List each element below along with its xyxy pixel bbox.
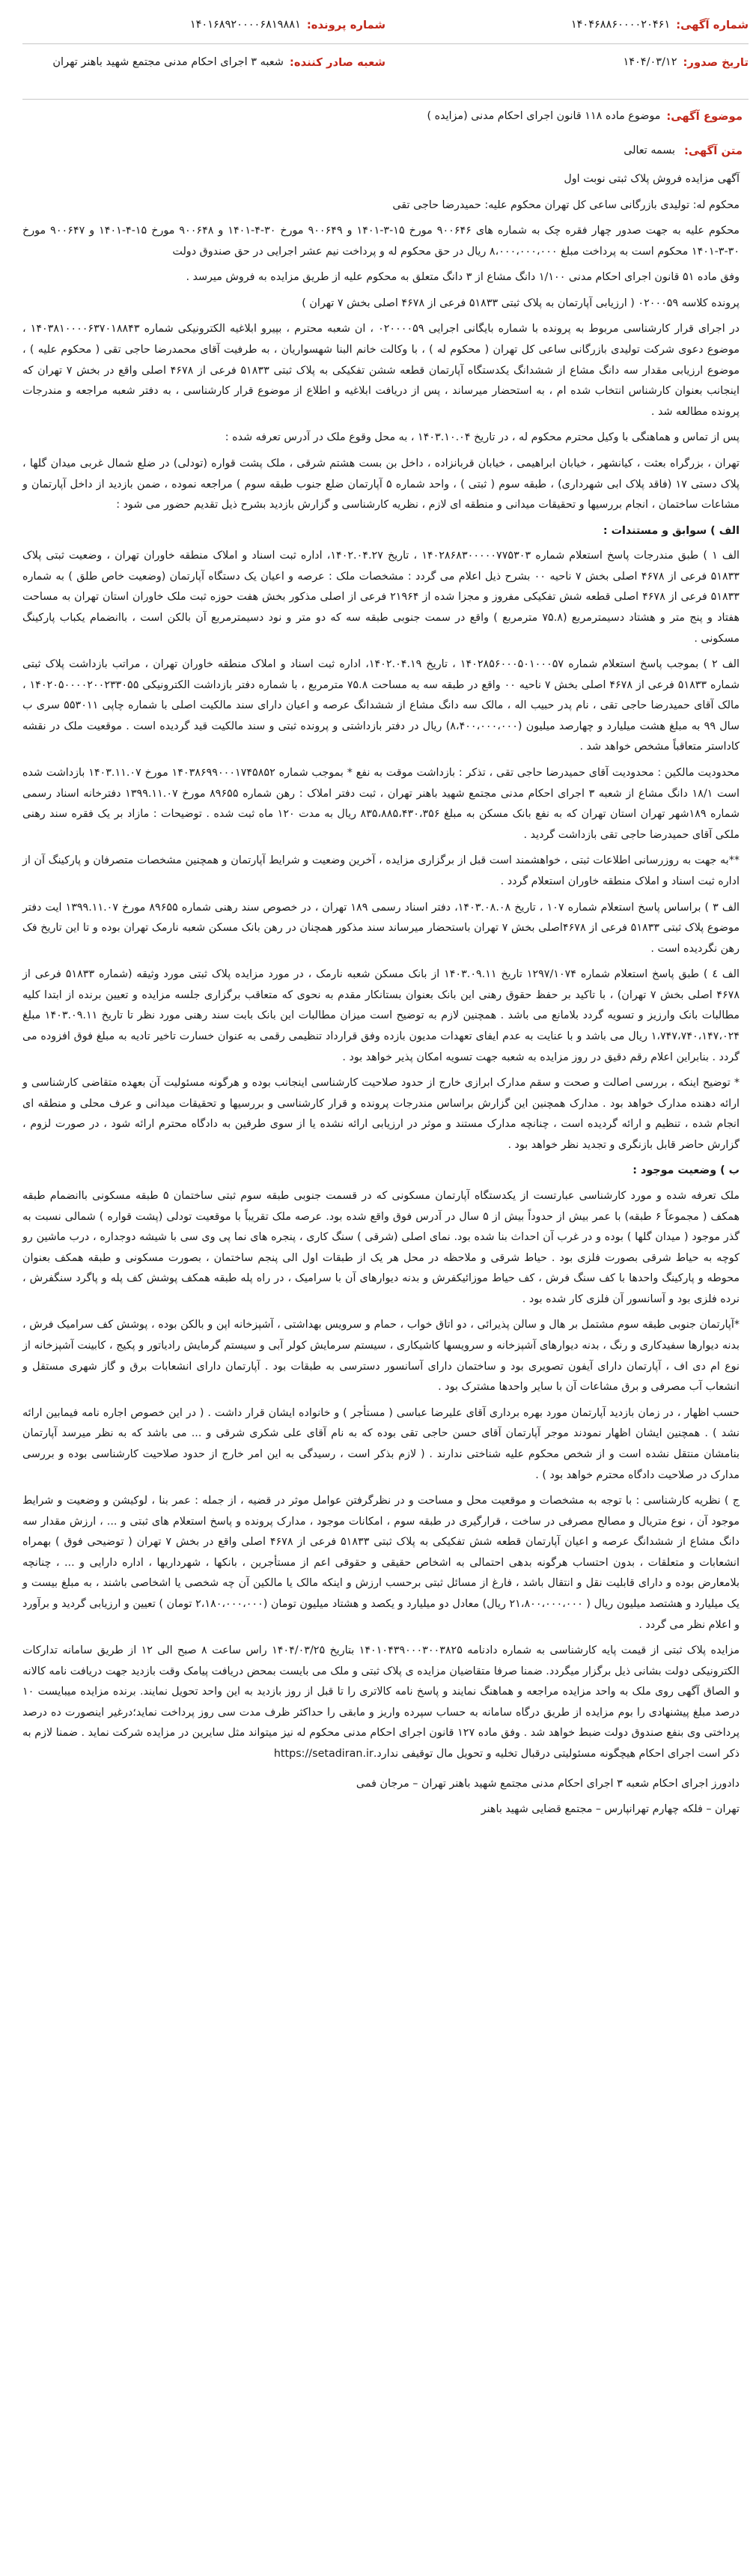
visit-paragraph: پس از تماس و هماهنگی با وکیل محترم محکوم له ، در تاریخ ۱۴۰۳.۱۰.۰۴ ، به محل وقوع ملک در آدرس تعرفه شده : — [225, 431, 740, 444]
issue-date-label: تاریخ صدور: — [683, 56, 749, 69]
issue-date: ۱۴۰۴/۰۳/۱۲ — [623, 56, 677, 69]
owner-restrictions-paragraph: محدودیت مالکین : محدودیت آقای حمیدرضا حاجی تقی ، تذکر : بازداشت موقت به نفع * بموجب شماره ۱۴۰۳۸۶۹۹۰۰۰۱۷۴۵۸۵۲ مورخ ۱۴۰۳.۱۱.۰۷ بازداشت شده است ۱۸/۱ دانگ مشاع از شعبه ۳ اجرای احکام مدنی مجتمع شهید باهنر تهران ، ثبت دفتر املاک : رهن شماره ۸۹۶۵۵ مورخ ۱۳۹۹.۱۱.۰۷ دفترخانه اسناد رسمی شماره ۱۸۹شهر تهران استان تهران که به نفع بانک مسکن به مبلغ ۸۳۵،۸۸۵،۴۳۰،۳۵۶ ریال به مدت ۱۲۰ ماه ثبت شده . توضیحات : مازاد بر یک فقره سند رهنی ملکی آقای حمیدرضا حاجی تقی بازداشت گردید . — [22, 767, 740, 841]
ad-header — [22, 10, 749, 85]
expert-opinion-paragraph: ج ) نظریه کارشناسی : با توجه به مشخصات و موقعیت محل و مساحت و در نظرگرفتن عوامل موثر در قضیه ، از جمله : عمر بنا ، لوکیشن و وضعیت و شرایط موجود آن ، نوع متریال و مصالح مصرفی در ساخت ، قرارگیری در طبقه سوم ، امکانات موجود ، مدارک پرونده و پاسخ استعلام های ثبتی و ... ، ارزش مقدار سه دانگ مشاع از ششدانگ عرصه و اعیان آپارتمان قطعه شش تفکیکی به پلاک ثبتی ۵۱۸۳۳ فرعی از ۴۶۷۸ اصلی واقع در بخش ۷ تهران ( توضیحی فوق ) بهمراه انشعابات و متعلقات ، بدون احتساب هرگونه بدهی احتمالی به اشخاص حقیقی و حقوقی اعم از مستأجرین ، بانکها ، شهرداریها ، اداره دارایی و ... ، چنانچه بلامعارض بوده و دارای قابلیت نقل و انتقال باشد ، فارغ از مسائل ثبتی برحسب ارزش و اینکه مالک یا مالکین آن چه شخصی یا اشخاصی باشند ، به مبلغ بیست و یک میلیارد و هشتصد میلیون ریال ( ۲۱،۸۰۰،۰۰۰،۰۰۰ ریال) معادل دو میلیارد و یکصد و هشتاد میلیون تومان (۲،۱۸۰،۰۰۰،۰۰۰ تومان ) تعیین و ارزیابی گردید و برآورد و اعلام نظر می گردد . — [22, 1495, 740, 1631]
section-a4-paragraph: الف ٤ ) طبق پاسخ استعلام شماره ۱۲۹۷/۱۰۷۴ تاریخ ۱۴۰۳.۰۹.۱۱ از بانک مسکن شعبه نارمک ، در مورد مزایده پلاک ثبتی مورد وثیقه (شماره ۵۱۸۳۳ فرعی از ۴۶۷۸ اصلی بخش ۷ تهران) ، با تاکید بر حفظ حقوق رهنی این بانک بعنوان بستانکار مقدم به نحوی که متعاقب برگزاری جلسه مزایده و تعیین برنده از ابتدا کلیه مطالبات بانک وارزیز و تسویه گردد بلامانع می باشد . همچنین لازم به توضیح است میزان مطالبات این بانک بابت سند رهنی مورد نظر تا تاریخ ۱۴۰۳.۰۹.۱۱ مبلغ ۱،۷۴۷،۷۴۰،۱۴۷،۰۲۴ ریال می باشد و با عنایت به عدم ایفای تعهدات مدیون بازده وفق قرارداد تنظیمی رقمی به عنوان خسارت تاخیر تادیه به مبلغ فوق افزوده می گردد . بنابراین اعلام رقم دقیق در روز مزایده به شعبه جهت تسویه امکان پذیر خواهد بود . — [22, 968, 740, 1063]
case-file-line: پرونده کلاسه ۰۲۰۰۰۵۹ ( ارزیابی آپارتمان به پلاک ثبتی ۵۱۸۳۳ فرعی از ۴۶۷۸ اصلی بخش ۷ تهران ) — [302, 297, 740, 309]
registry-update-note: **به جهت به روزرسانی اطلاعات ثبتی ، خواهشمند است قبل از برگزاری مزایده ، آخرین وضعیت و شرایط آپارتمان و همچنین مشخصات متصرفان و پارکینگ آن از اداره ثبت اسناد و املاک منطقه خاوران استعلام گردد . — [22, 854, 740, 887]
ad-title: آگهی مزایده فروش پلاک ثبتی نوبت اول — [564, 173, 740, 185]
address-paragraph: تهران ، بزرگراه بعثت ، کیانشهر ، خیابان ابراهیمی ، خیابان قربانزاده ، داخل بن بست هشتم شرقی ، ملک پشت قواره (تودلی) در ضلع شمال غربی میدان گلها ، پلاک دستی ۱۷ (فاقد پلاک ابی شهرداری) ، طبقه سوم ( ثبتی ) ، واحد شماره ۵ آپارتمان ضلع جنوب طبقه سوم ) مراجعه نموده ، ضمن بازدید از داخل آپارتمان و مشاعات ساختمان ، انجام بررسیها و تحقیقات میدانی و منطقه ای لازم ، نظریه کارشناسی و گزارش بازدید بشرح ذیل تقدیم حضور می شود : — [22, 457, 740, 511]
body-label: متن آگهی: — [683, 145, 743, 157]
file-number-label: شماره پرونده: — [306, 19, 385, 31]
section-a-heading: الف ) سوابق و مستندات : — [603, 524, 740, 537]
file-number: ۱۴۰۱۶۸۹۲۰۰۰۰۶۸۱۹۸۸۱ — [189, 19, 301, 31]
ad-number: ۱۴۰۴۶۸۸۶۰۰۰۰۲۰۴۶۱ — [570, 19, 671, 31]
issuing-branch-label: شعبه صادر کننده: — [289, 56, 385, 69]
section-b-heading: ب ) وضعیت موجود : — [632, 1164, 740, 1177]
officer-signature-line: دادورز اجرای احکام شعبه ۳ اجرای احکام مدنی مجتمع شهید باهنر تهران – مرجان فمی — [356, 1777, 740, 1790]
occupancy-paragraph: حسب اظهار ، در زمان بازدید آپارتمان مورد بهره برداری آقای علیرضا عباسی ( مستأجر ) و خانواده ایشان قرار داشت . ( در این خصوص اجاره نامه فیمابین ارائه نشد ) . همچنین ایشان اظهار نمودند موجر آپارتمان آقای حسن حاجی تقی بوده که به نام آقای علی شکری شرقی و ... می باشد که به نظر میرسد آپارتمان بنامشان منتقل نشده است و از شخص محکوم علیه شناختی ندارند . ( لازم بذکر است ، رسیدگی به این امر خارج از حدود صلاحیت کارشناسی بوده و بررسی مدارک در صلاحیت دادگاه محترم خواهد بود ) . — [22, 1406, 740, 1481]
section-a3-paragraph: الف ۳ ) براساس پاسخ استعلام شماره ۱۰۷ ، تاریخ ۱۴۰۳.۰۸.۰۸، دفتر اسناد رسمی ۱۸۹ تهران ، در خصوص سند رهنی شماره ۸۹۶۵۵ مورخ ۱۳۹۹.۱۱.۰۷ ایت دفتر موضوع پلاک ثبتی ۵۱۸۳۳ فرعی از ۴۶۷۸اصلی بخش ۷ تهران باستحضار میرساند سند مذکور همچنان در رهن بانک مسکن شعبه نارمک تهران بوده و تا این تاریخ فک رهن نگردیده است . — [22, 901, 740, 955]
subject-label: موضوع آگهی: — [666, 110, 743, 123]
section-a1-paragraph: الف ۱ ) طبق مندرجات پاسخ استعلام شماره ۱۴۰۲۸۶۸۳۰۰۰۰۰۷۷۵۳۰۳ ، تاریخ ۱۴۰۲.۰۴.۲۷، اداره ثبت اسناد و املاک منطقه خاوران تهران ، وضعیت ثبتی پلاک ۵۱۸۳۳ فرعی از ۴۶۷۸ اصلی بخش ۷ ناحیه ۰۰ بشرح ذیل اعلام می گردد : مشخصات ملک : عرصه و اعیان یک دستگاه آپارتمان (وضعیت خاص طلق ) به شماره ۵۱۸۳۳ فرعی از ۴۶۷۸ اصلی قطعه شش تفکیکی مفروز و مجزا شده از ۲۱۹۶۴ فرعی از اصلی مذکور بخش هفت حوزه ثبت ملک خاوران استان تهران به مساحت هفتاد و پنج متر و هشتاد دسیمترمربع (۷۵.۸ مترمربع ) واقع در سمت جنوبی طبقه سه که دو متر و نود دسیمترمربع آن بالکن است ، باانضمام یکباب پارکینگ مسکونی . — [22, 550, 740, 645]
subject-value: موضوع ماده ۱۱۸ قانون اجرای احکام مدنی (مزایده ) — [427, 110, 661, 123]
section-a2-paragraph: الف ۲ ) بموجب پاسخ استعلام شماره ۱۴۰۲۸۵۶۰۰۰۵۰۱۰۰۰۵۷ ، تاریخ ۱۴۰۲.۰۴.۱۹، اداره ثبت اسناد و املاک منطقه خاوران تهران ، مراتب بازداشت پلاک ثبتی شماره ۵۱۸۳۳ فرعی از ۴۶۷۸ اصلی بخش ۷ ناحیه ۰۰ واقع در طبقه سه به مساحت ۷۵.۸ مترمربع ، با شماره دفتر بازداشت الکترونیکی ۱۴۰۲۰۵۰۰۰۰۲۰۰۲۳۳۰۵۵ ، مالک آقای حمیدرضا حاجی تقی ، نام پدر حبیب اله ، مالک سه دانگ مشاع از ششدانگ عرصه و اعیان دارای سند مالکیت اصلی با شماره چاپی ۵۵۳۰۱۱ سری ب سال ۹۹ به مبلغ هشت میلیارد و چهارصد میلیون (۸،۴۰۰،۰۰۰،۰۰۰) ریال در دفتر بازداشتی و پرونده ثبتی و سند مالکیت قید گردیده است . موقعیت ملک در نقشه کاداستر متعاقباً مشخص خواهد شد . — [22, 658, 740, 753]
ad-number-label: شماره آگهی: — [676, 19, 749, 31]
expert-assignment-paragraph: در اجرای قرار کارشناسی مربوط به پرونده با شماره بایگانی اجرایی ۰۲۰۰۰۰۵۹ ، ان شعبه محترم ، بپیرو ابلاغیه الکترونیکی شماره ۱۴۰۳۸۱۰۰۰۰۶۳۷۰۱۸۸۴۳ ، موضوع دعوی شرکت تولیدی بازرگانی ساعی کل تهران ( محکوم له ) ، با وکالت خانم البنا شهسواریان ، به طرفیت آقای محمدرضا حاجی تقی ( محکوم علیه ) ، موضوع ارزیابی مقدار سه دانگ مشاع از ششدانگ یکدستگاه آپارتمان قطعه ششن تفکیکی به پلاک ثبتی ۵۱۸۳۳ فرعی از ۴۶۷۸ اصلی واقع در بخش ۷ تهران که اینجانب بعنوان کارشناس انتخاب شده ام ، به استحضار میرساند ، پس از دریافت ابلاغیه و اطلاع از موضوع قرار کارشناسی ، به دفتر شعبه مراجعه و مندرجات پرونده مطالعه شد . — [22, 323, 740, 418]
bismillah-line: بسمه تعالی — [624, 145, 675, 157]
auction-terms-paragraph: مزایده پلاک ثبتی از قیمت پایه کارشناسی به شماره دادنامه ۱۴۰۱۰۴۳۹۰۰۰۳۰۰۳۸۲۵ بتاریخ ۱۴۰۴/۰۳/۲۵ راس ساعت ۸ صبح الی ۱۲ از طریق سامانه تدارکات الکترونیکی دولت بشانی ذیل برگزار میگردد. ضمنا صرفا متقاضیان مزایده ی پلاک ثبتی و ملک می بایست بمحض دریافت پیامک وقت بازدید جهت دریافت نامه کالانه و الصاق آگهی روی ملک به واحد مزایده مراجعه و هماهنگ نمایند و پاسخ نامه کالاتری را تا قبل از روز بازدید به این واحد تحویل نمایند. برنده مزایده میبایست ۱۰ درصد مبلغ پیشنهادی را بوم مزایده از طریق درگاه سامانه به حساب سپرده واریز و مابقی را حداکثر ظرف مدت سی روز پرداخت نماید؛درغیر اینصورت ده درصد پرداختی وی بنفع صندوق دولت ضبط خواهد شد . وفق ماده ۱۲۷ قانون اجرای احکام مدنی محکوم له نیز میتواند مثل سایرین در مزایده شرکت نماید . ضمنا لازم به ذکر است اجرای احکام هیچگونه مسئولیتی درقبال تخلیه و تحویل مال توقیفی ندارد.https://setadiran.ir — [22, 1644, 740, 1761]
property-description-paragraph: ملک تعرفه شده و مورد کارشناسی عبارتست از یکدستگاه آپارتمان مسکونی که در قسمت جنوبی طبقه سوم ثبتی ساختمان ۵ طبقه مسکونی باانضمام طبقه همکف ( مجموعاً ۶ طبقه) با عمر بیش از حدوداً بیش از ۵ سال در آدرس فوق واقع شده بود. عرصه ملک تقریباً با موقعیت تودلی (پشت قواره ) شمالی نسبت به گذر موجود ( میدان گلها ) بوده و در غرب آن احداث بنا شده بود. نمای اصلی (شرقی ) سنگ کاری ، پنجره های نما پی وی سی با شیشه دوجداره ، درب ماشین رو کوچه به حیاط شرقی بصورت فلزی بود . حیاط شرقی و ملاحظه در محل هر یک از طبقات اول الی پنجم ساختمان ، بصورت مسکونی و طبقه همکف بعنوان محوطه و پارکینگ واحدها با کف سنگ فرش ، کف حیاط موزائیکفرش و بدنه دیوارهای آن با سرامیک ، در راه پله طبقه همکف پوشش کف پله و پاگرد سنگفرش ، نرده فلزی بود و آسانسور آن فلزی کار شده بود . — [22, 1190, 740, 1305]
apartment-features-paragraph: *آپارتمان جنوبی طبقه سوم مشتمل بر هال و سالن پذیرائی ، دو اتاق خواب ، حمام و سرویس بهداشتی ، آشپزخانه اپن و بالکن بوده ، پوشش کف سرامیک فرش ، بدنه دیوارها سفیدکاری و رنگ ، بدنه دیوارهای آشپزخانه و سرویسها کاشیکاری ، سیستم سرمایش کولر آبی و سیستم گرمایش رادیاتور و پکیج ، کابینت آشپزخانه از نوع ام دی اف ، آپارتمان دارای آیفون تصویری بود و ساختمان دارای آسانسور دسترسی به طبقات بود . آپارتمان دارای انشعابات برق و گاز شهری مستقل و انشعاب آب مصرفی و برق مشاعات آن با سایر واحدها مشترک بود . — [22, 1319, 740, 1394]
article-51-paragraph: وفق ماده ۵۱ قانون اجرای احکام مدنی ۱/۱۰۰ دانگ مشاع از ۳ دانگ متعلق به محکوم علیه از طریق مزایده به فروش میرسد . — [186, 271, 740, 284]
header-divider — [22, 43, 749, 44]
body-label-row — [22, 141, 743, 162]
disclaimer-paragraph: * توضیح اینکه ، بررسی اصالت و صحت و سقم مدارک ابرازی خارج از حدود صلاحیت کارشناسی اینجانب بوده و هرگونه مسئولیت آن بعهده متقاضی کارشناسی و ارائه دهنده مدارک خواهد بود . مدارک همچنین این گزارش براساس مندرجات پرونده و قرار کارشناسی و بررسیها و تحقیقات میدانی و عرف محلی و منطقه ای انجام شده ، تنظیم و ارائه گردیده است ، چنانچه مدارک مستند و موثر در ارزیابی ارائه نشده یا از سوی طرفین به دادگاه محترم ارائه شود ، در صورت لزوم ، گزارش حاضر قابل بازنگری و تجدید نظر خواهد بود . — [22, 1077, 740, 1151]
court-address-line: تهران – فلکه چهارم تهرانپارس – مجتمع قضایی شهید باهنر — [481, 1803, 740, 1816]
subject-divider — [22, 99, 749, 100]
ad-body — [22, 169, 740, 1826]
subject-section — [22, 106, 743, 128]
parties-line: محکوم له: تولیدی بازرگانی ساعی کل تهران محکوم علیه: حمیدرضا حاجی تقی — [392, 198, 740, 211]
judgment-paragraph: محکوم علیه به جهت صدور چهار فقره چک به شماره های ۹۰۰۶۴۶ مورخ ۱۵-۳-۱۴۰۱ و ۹۰۰۶۴۹ مورخ ۳۰-۴-۱۴۰۱ و ۹۰۰۶۴۸ مورخ ۱۵-۴-۱۴۰۱ و ۹۰۰۶۴۷ مورخ ۳۰-۳-۱۴۰۱ محکوم است به پرداخت مبلغ ۸،۰۰۰،۰۰۰،۰۰۰ ریال در حق محکوم له و پرداخت نیم عشر اجرایی در حق صندوق دولت — [22, 225, 740, 258]
issuing-branch: شعبه ۳ اجرای احکام مدنی مجتمع شهید باهنر تهران — [52, 56, 284, 69]
